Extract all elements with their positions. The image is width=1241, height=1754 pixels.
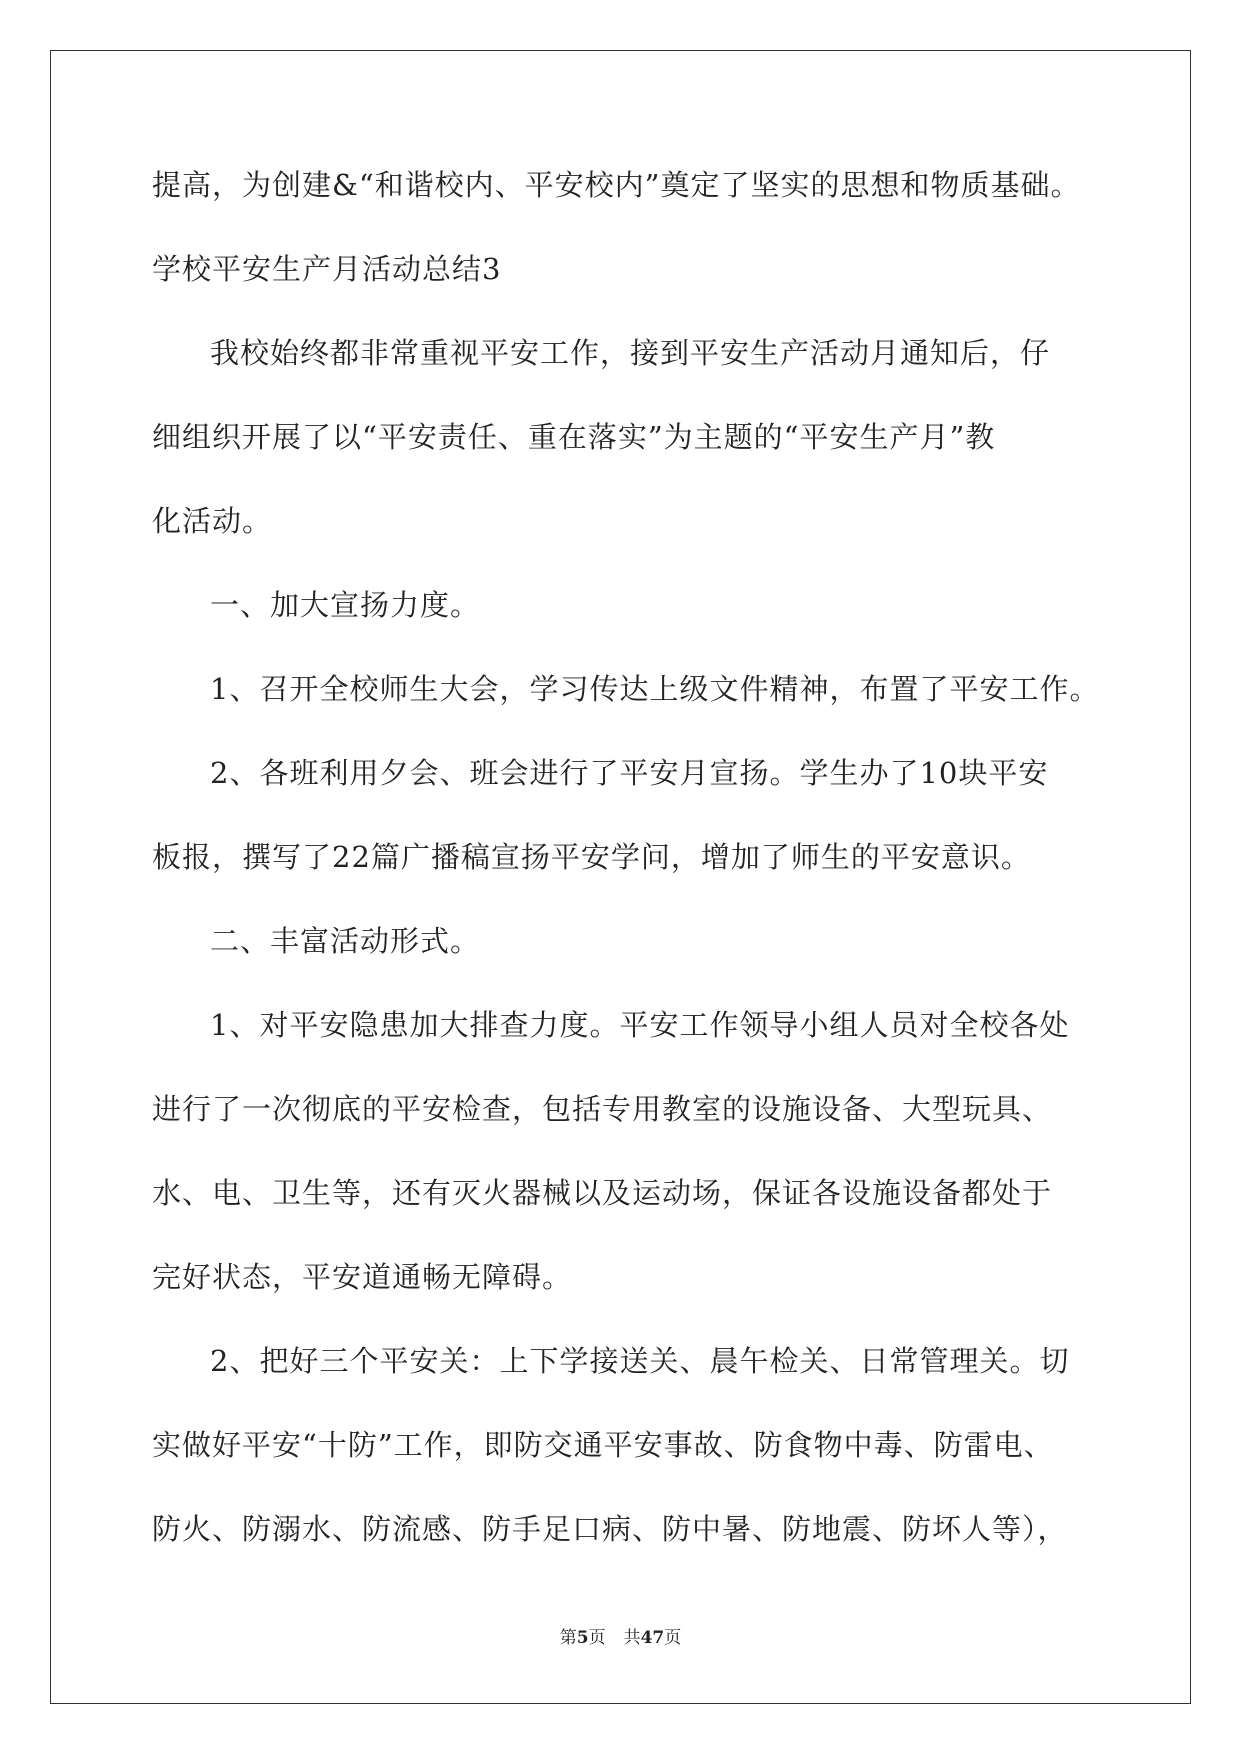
total-suffix: 页 bbox=[664, 1628, 682, 1648]
text-line: 1、召开全校师生大会，学习传达上级文件精神，布置了平安工作。 bbox=[210, 672, 1100, 706]
text-line: 我校始终都非常重视平安工作，接到平安生产活动月通知后，仔 bbox=[210, 336, 1051, 370]
text-line: 2、各班利用夕会、班会进行了平安月宣扬。学生办了10块平安 bbox=[210, 756, 1049, 790]
subheading: 二、丰富活动形式。 bbox=[210, 924, 481, 958]
text-line: 提高，为创建&“和谐校内、平安校内”奠定了坚实的思想和物质基础。 bbox=[152, 168, 1081, 202]
page-suffix: 页 bbox=[588, 1628, 606, 1648]
text-line: 实做好平安“十防”工作，即防交通平安事故、防食物中毒、防雷电、 bbox=[152, 1428, 1054, 1462]
page-number: 5 bbox=[576, 1628, 589, 1648]
total-prefix: 共 bbox=[623, 1628, 641, 1648]
text-line: 水、电、卫生等，还有灭火器械以及运动场，保证各设施设备都处于 bbox=[152, 1176, 1053, 1210]
text-line: 完好状态，平安道通畅无障碍。 bbox=[152, 1260, 573, 1294]
section-heading: 学校平安生产月活动总结3 bbox=[152, 252, 502, 286]
text-line: 细组织开展了以“平安责任、重在落实”为主题的“平安生产月”教 bbox=[152, 420, 996, 454]
text-line: 防火、防溺水、防流感、防手足口病、防中暑、防地震、防坏人等）， bbox=[152, 1512, 1068, 1546]
page-footer bbox=[0, 1623, 1241, 1648]
text-line: 进行了一次彻底的平安检查，包括专用教室的设施设备、大型玩具、 bbox=[152, 1092, 1053, 1126]
text-line: 1、对平安隐患加大排查力度。平安工作领导小组人员对全校各处 bbox=[210, 1008, 1070, 1042]
total-pages: 47 bbox=[640, 1628, 665, 1648]
document-body bbox=[152, 165, 1100, 1593]
text-line: 板报，撰写了22篇广播稿宣扬平安学问，增加了师生的平安意识。 bbox=[152, 840, 1031, 874]
text-line: 化活动。 bbox=[152, 504, 273, 538]
page-prefix: 第 bbox=[559, 1628, 577, 1648]
subheading: 一、加大宣扬力度。 bbox=[210, 588, 481, 622]
text-line: 2、把好三个平安关：上下学接送关、晨午检关、日常管理关。切 bbox=[210, 1344, 1070, 1378]
